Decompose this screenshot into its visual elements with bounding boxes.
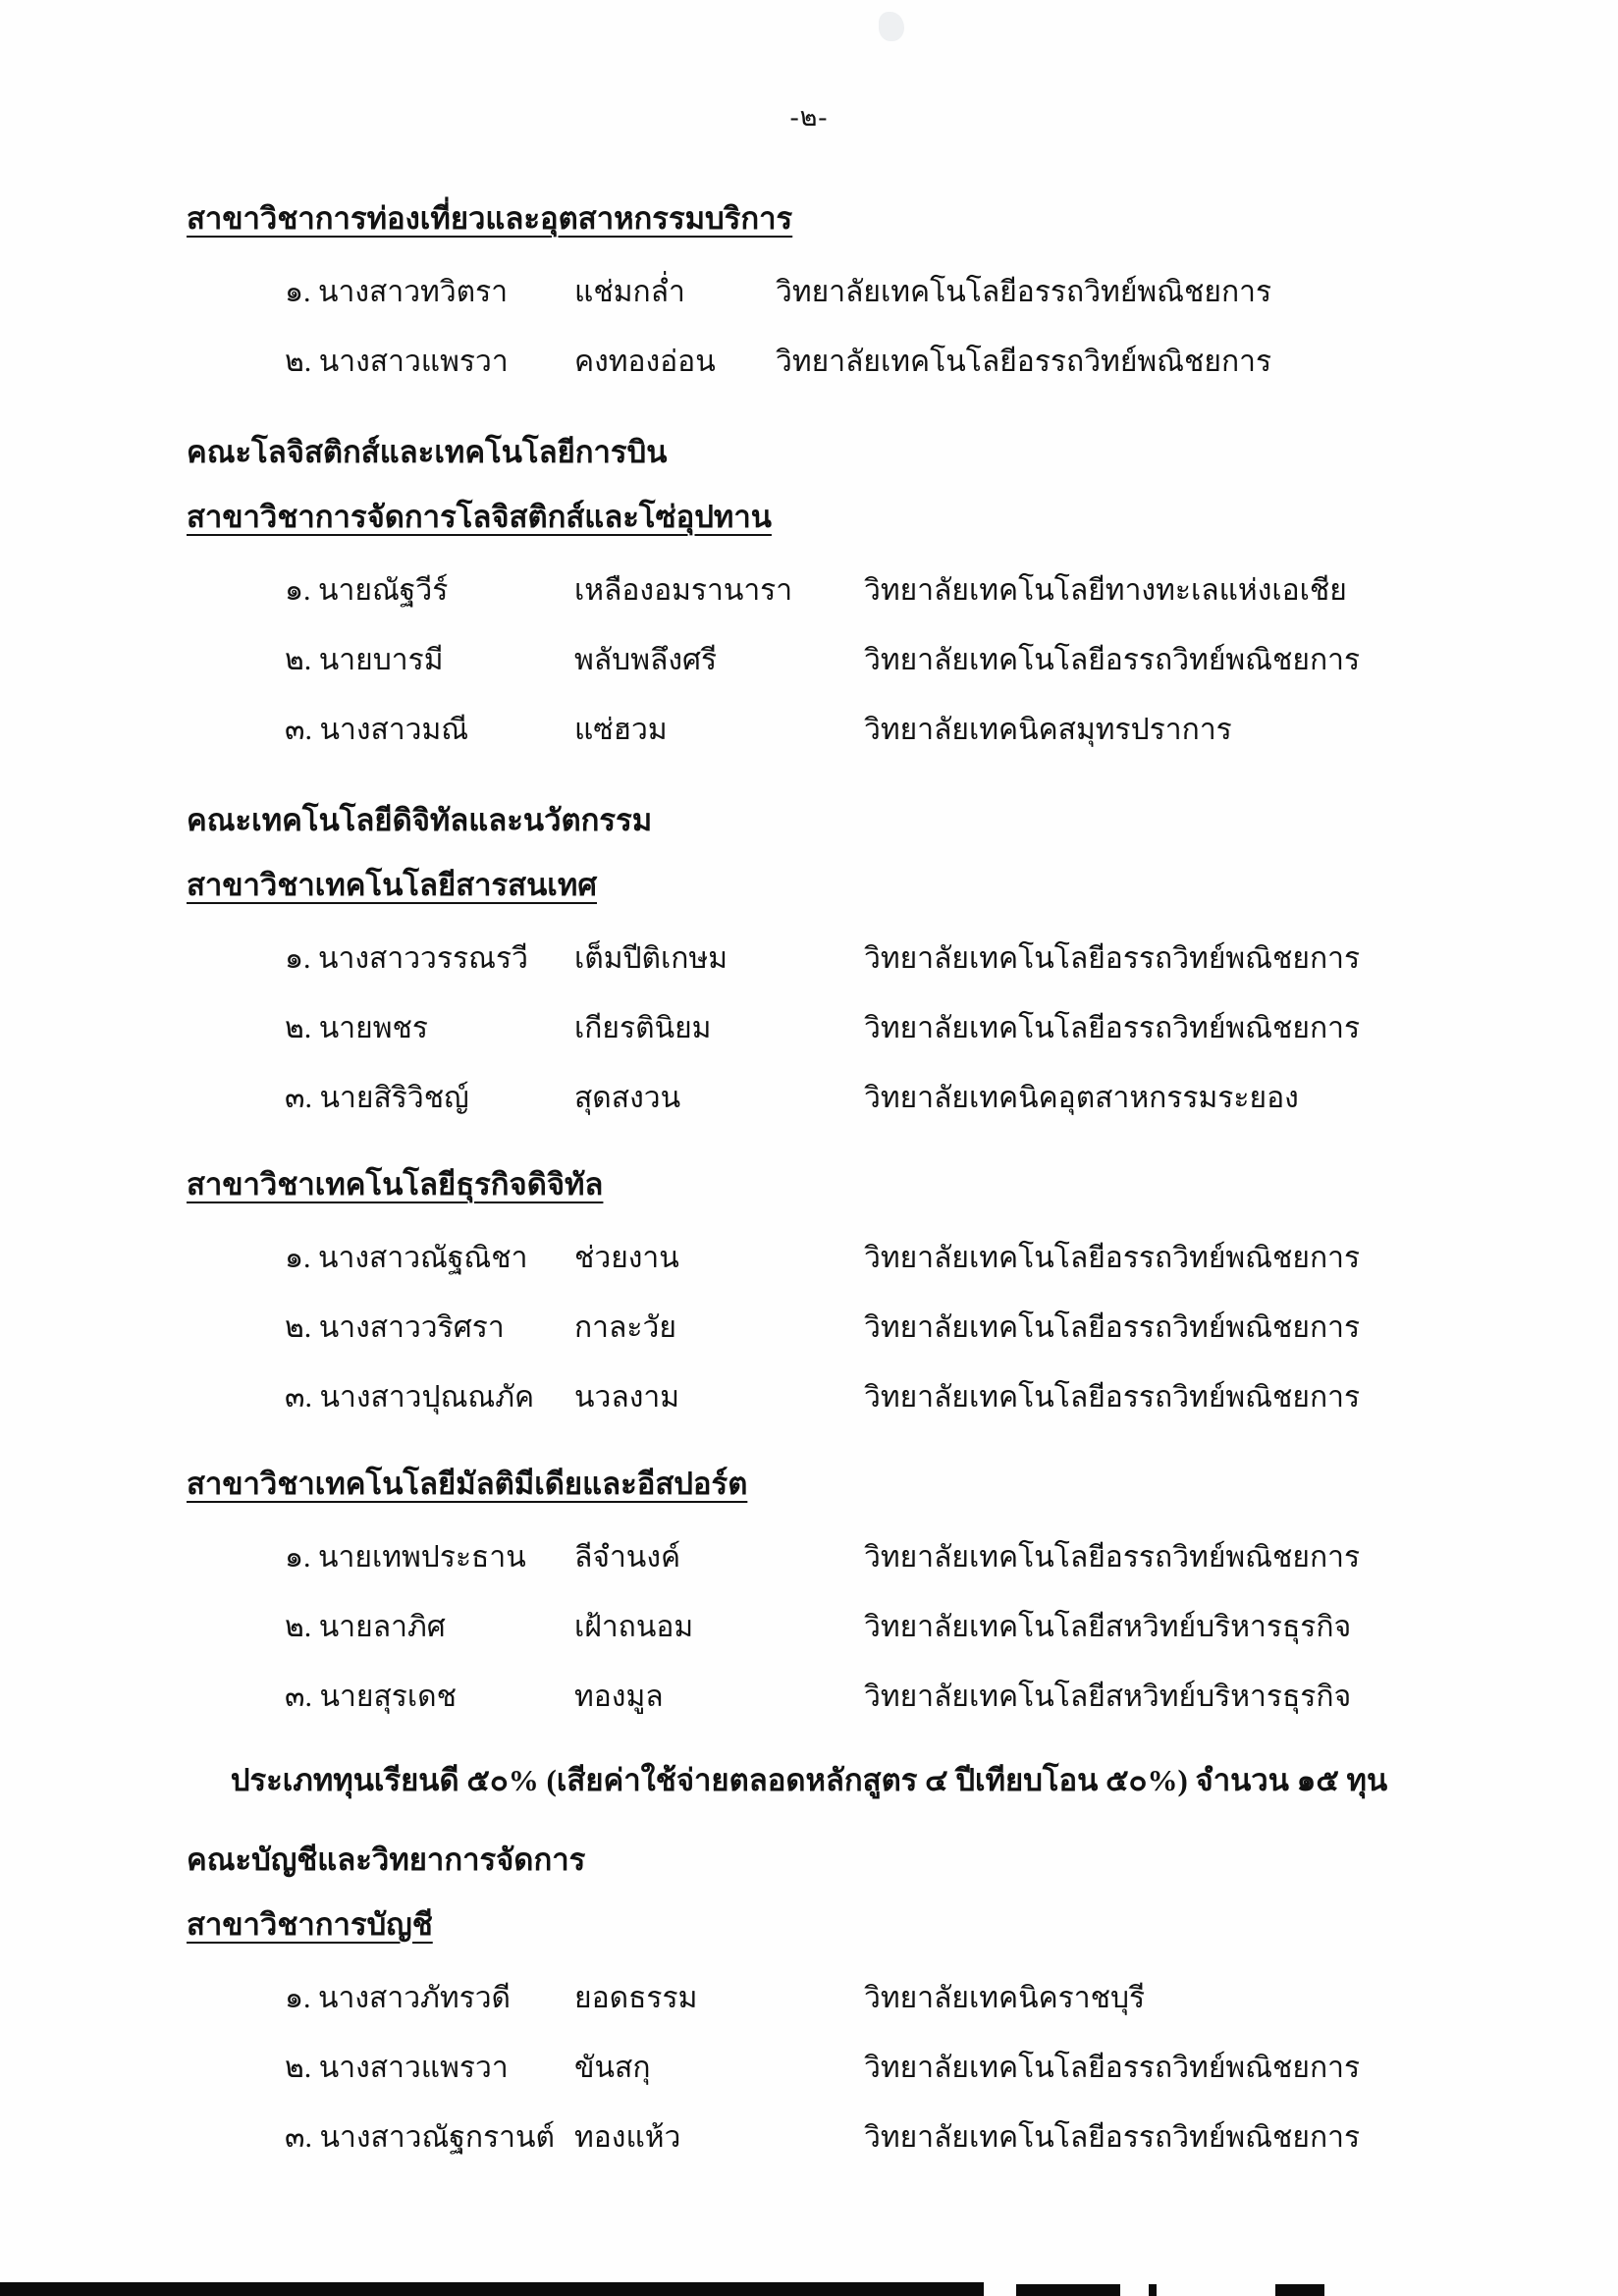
student-college: วิทยาลัยเทคโนโลยีอรรถวิทย์พณิชยการ <box>864 2052 1361 2084</box>
student-name: ๑. นางสาวณัฐณิชา <box>285 1242 528 1274</box>
student-no: ๒. <box>285 1611 312 1643</box>
student-surname: ทองมูล <box>574 1681 664 1713</box>
student-surname: ขันสกุ <box>574 2052 651 2084</box>
department-heading <box>187 1162 1618 1207</box>
student-name: ๒. นายลาภิศ <box>285 1611 446 1643</box>
student-no: ๑. <box>285 574 311 607</box>
student-row <box>0 1293 1618 1362</box>
faculty-heading: คณะบัญชีและวิทยาการจัดการ <box>187 1842 586 1877</box>
student-no: ๑. <box>285 276 311 308</box>
student-no: ๑. <box>285 1242 311 1274</box>
student-college: วิทยาลัยเทคโนโลยีอรรถวิทย์พณิชยการ <box>864 2121 1361 2154</box>
student-surname: พลับพลึงศรี <box>574 644 718 676</box>
department-heading <box>187 196 1618 241</box>
student-no: ๑. <box>285 1541 311 1574</box>
department-heading-text: สาขาวิชาเทคโนโลยีสารสนเทศ <box>187 868 598 902</box>
student-row <box>0 1223 1618 1293</box>
student-row <box>0 327 1618 397</box>
student-name: ๒. นายบารมี <box>285 644 444 676</box>
student-row <box>0 695 1618 765</box>
student-surname: นวลงาม <box>574 1381 680 1414</box>
department-heading <box>187 1462 1618 1507</box>
student-no: ๒. <box>285 1012 312 1044</box>
student-row <box>0 625 1618 695</box>
student-row <box>0 993 1618 1063</box>
department-heading-text: สาขาวิชาการท่องเที่ยวและอุตสาหกรรมบริการ <box>187 201 793 236</box>
student-list <box>0 924 1618 1133</box>
student-surname: แช่มกล่ำ <box>574 276 685 308</box>
student-row <box>0 924 1618 993</box>
student-surname: แซ่ฮวม <box>574 714 668 746</box>
student-surname: ทองแห้ว <box>574 2121 681 2154</box>
student-name: ๒. นางสาววริศรา <box>285 1311 505 1344</box>
student-college: วิทยาลัยเทคนิคสมุทรปราการ <box>864 714 1232 746</box>
student-name: ๑. นางสาววรรณรวี <box>285 942 528 975</box>
student-college: วิทยาลัยเทคโนโลยีอรรถวิทย์พณิชยการ <box>776 276 1272 308</box>
student-row <box>0 1063 1618 1133</box>
student-row <box>0 1362 1618 1432</box>
page-content <box>0 196 1618 2172</box>
student-name: ๑. นายณัฐวีร์ <box>285 574 449 607</box>
faculty-heading: คณะโลจิสติกส์และเทคโนโลยีการบิน <box>187 435 668 469</box>
student-list <box>0 257 1618 397</box>
student-college: วิทยาลัยเทคโนโลยีอรรถวิทย์พณิชยการ <box>864 942 1361 975</box>
student-row <box>0 2103 1618 2172</box>
student-row <box>0 1522 1618 1592</box>
student-surname: เต็มปีติเกษม <box>574 942 728 975</box>
student-no: ๑. <box>285 1982 311 2014</box>
student-list <box>0 556 1618 765</box>
student-row <box>0 2033 1618 2103</box>
student-name: ๓. นางสาวมณี <box>285 714 469 746</box>
student-name: ๒. นางสาวแพรวา <box>285 346 509 378</box>
student-no: ๓. <box>285 1381 313 1414</box>
student-college: วิทยาลัยเทคโนโลยีอรรถวิทย์พณิชยการ <box>864 644 1361 676</box>
department-heading-text: สาขาวิชาการบัญชี <box>187 1907 433 1942</box>
department-heading-text: สาขาวิชาเทคโนโลยีมัลติมีเดียและอีสปอร์ต <box>187 1467 748 1501</box>
student-college: วิทยาลัยเทคโนโลยีอรรถวิทย์พณิชยการ <box>864 1381 1361 1414</box>
student-row <box>0 1963 1618 2033</box>
student-list <box>0 1522 1618 1732</box>
student-surname: สุดสงวน <box>574 1082 681 1114</box>
student-name: ๒. นายพชร <box>285 1012 428 1044</box>
student-college: วิทยาลัยเทคนิคราชบุรี <box>864 1982 1146 2014</box>
department-heading-text: สาขาวิชาการจัดการโลจิสติกส์และโซ่อุปทาน <box>187 500 772 534</box>
student-no: ๓. <box>285 1082 313 1114</box>
student-no: ๒. <box>285 644 312 676</box>
student-college: วิทยาลัยเทคโนโลยีทางทะเลแห่งเอเชีย <box>864 574 1347 607</box>
scholarship-type-note: ประเภททุนเรียนดี ๕๐% (เสียค่าใช้จ่ายตลอดหลักสูตร ๔ ปีเทียบโอน ๕๐%) จำนวน ๑๕ ทุน <box>230 1763 1388 1797</box>
page-number: -๒- <box>789 102 829 132</box>
student-name: ๓. นายสุรเดช <box>285 1681 457 1713</box>
student-college: วิทยาลัยเทคโนโลยีสหวิทย์บริหารธุรกิจ <box>864 1611 1352 1643</box>
faculty-heading: คณะเทคโนโลยีดิจิทัลและนวัตกรรม <box>187 803 653 837</box>
department-heading-text: สาขาวิชาเทคโนโลยีธุรกิจดิจิทัล <box>187 1167 604 1201</box>
student-row <box>0 257 1618 327</box>
student-surname: เกียรตินิยม <box>574 1012 712 1044</box>
student-no: ๓. <box>285 2121 313 2154</box>
student-surname: เฝ้าถนอม <box>574 1611 694 1643</box>
student-college: วิทยาลัยเทคโนโลยีอรรถวิทย์พณิชยการ <box>776 346 1272 378</box>
student-college: วิทยาลัยเทคโนโลยีอรรถวิทย์พณิชยการ <box>864 1541 1361 1574</box>
student-surname: เหลืองอมรานารา <box>574 574 793 607</box>
student-no: ๒. <box>285 1311 312 1344</box>
department-heading <box>187 1902 1618 1948</box>
scan-artifact-bar <box>0 2282 984 2296</box>
student-surname: ช่วยงาน <box>574 1242 679 1274</box>
scan-smudge <box>879 12 904 41</box>
student-college: วิทยาลัยเทคโนโลยีอรรถวิทย์พณิชยการ <box>864 1311 1361 1344</box>
student-college: วิทยาลัยเทคโนโลยีอรรถวิทย์พณิชยการ <box>864 1242 1361 1274</box>
student-no: ๒. <box>285 2052 312 2084</box>
student-college: วิทยาลัยเทคนิคอุตสาหกรรมระยอง <box>864 1082 1299 1114</box>
student-no: ๓. <box>285 714 313 746</box>
student-surname: ลีจำนงค์ <box>574 1541 681 1574</box>
student-list <box>0 1963 1618 2172</box>
student-name: ๑. นายเทพประธาน <box>285 1541 526 1574</box>
scan-artifact-tick <box>1149 2284 1157 2296</box>
student-name: ๓. นายสิริวิชญ์ <box>285 1082 469 1114</box>
scan-artifact-segment <box>1016 2284 1120 2296</box>
student-name: ๒. นางสาวแพรวา <box>285 2052 509 2084</box>
student-no: ๓. <box>285 1681 313 1713</box>
department-heading <box>187 495 1618 540</box>
student-name: ๓. นางสาวปุณณภัค <box>285 1381 535 1414</box>
student-row <box>0 556 1618 625</box>
student-row <box>0 1662 1618 1732</box>
student-college: วิทยาลัยเทคโนโลยีสหวิทย์บริหารธุรกิจ <box>864 1681 1352 1713</box>
student-row <box>0 1592 1618 1662</box>
scan-artifact-segment <box>1275 2284 1324 2296</box>
student-name: ๑. นางสาวทวิตรา <box>285 276 509 308</box>
student-no: ๒. <box>285 346 312 378</box>
student-list <box>0 1223 1618 1432</box>
department-heading <box>187 863 1618 908</box>
student-name: ๓. นางสาวณัฐกรานต์ <box>285 2121 556 2154</box>
student-college: วิทยาลัยเทคโนโลยีอรรถวิทย์พณิชยการ <box>864 1012 1361 1044</box>
student-surname: กาละวัย <box>574 1311 676 1344</box>
student-surname: คงทองอ่อน <box>574 346 716 378</box>
student-no: ๑. <box>285 942 311 975</box>
student-name: ๑. นางสาวภัทรวดี <box>285 1982 512 2014</box>
student-surname: ยอดธรรม <box>574 1982 698 2014</box>
